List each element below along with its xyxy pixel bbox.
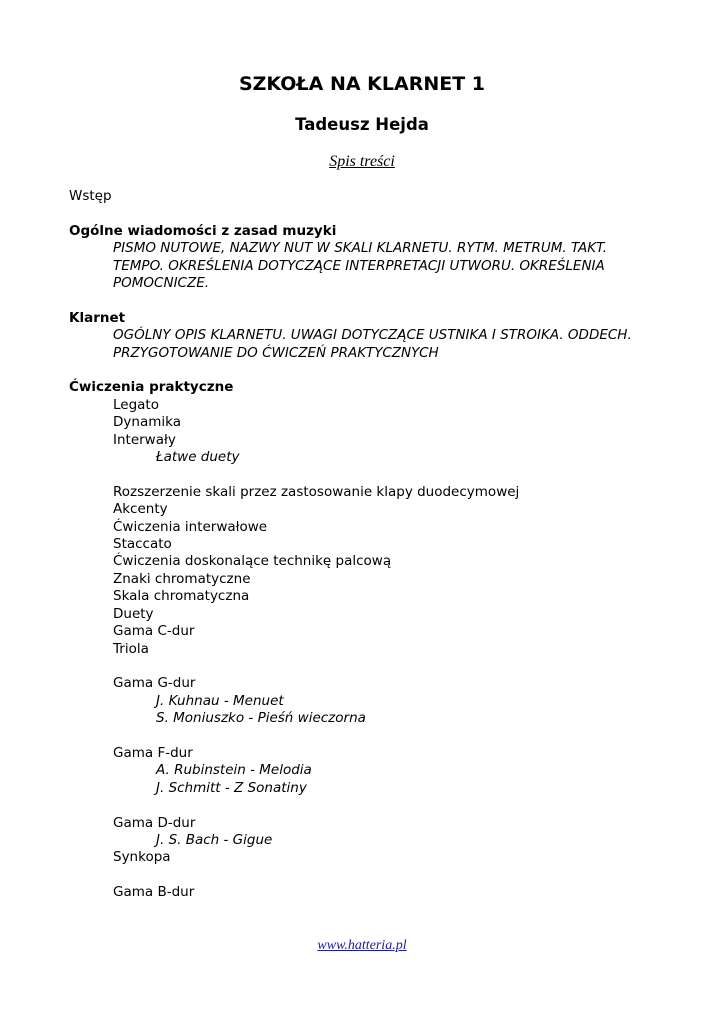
toc-subentry: Łatwe duety [156, 449, 240, 466]
footer-website-link[interactable]: www.hatteria.pl [317, 938, 407, 953]
section-description-line: POMOCNICZE. [113, 275, 210, 292]
toc-entry: Gama G-dur [113, 675, 196, 692]
spacer [69, 867, 669, 884]
spacer [69, 797, 669, 814]
section-description-line: OGÓLNY OPIS KLARNETU. UWAGI DOTYCZĄCE USTNIKA I STROIKA. ODDECH. [113, 327, 632, 344]
document-author: Tadeusz Hejda [295, 115, 429, 134]
toc-entry: Staccato [113, 536, 172, 553]
toc-entry: Interwały [113, 431, 176, 448]
document-title: SZKOŁA NA KLARNET 1 [238, 73, 486, 95]
toc-entry: Znaki chromatyczne [113, 570, 251, 587]
toc-entry: Gama D-dur [113, 814, 196, 831]
toc-entry: Gama F-dur [113, 744, 193, 761]
spacer [69, 466, 669, 483]
toc-entry: Duety [113, 605, 154, 622]
spacer [69, 292, 669, 309]
toc-heading [0, 152, 724, 172]
toc-entry: Synkopa [113, 849, 171, 866]
spacer [69, 362, 669, 379]
toc-subentry: J. Kuhnau - Menuet [156, 692, 284, 709]
toc-entry: Ćwiczenia interwałowe [113, 518, 268, 535]
toc-entry: Legato [113, 396, 159, 413]
section-heading: Ogólne wiadomości z zasad muzyki [69, 222, 337, 239]
toc-entry: Ćwiczenia doskonalące technikę palcową [113, 553, 392, 570]
toc-subentry: J. S. Bach - Gigue [156, 831, 273, 848]
section-heading: Ćwiczenia praktyczne [69, 379, 234, 396]
toc-entry: Gama B-dur [113, 884, 195, 901]
section-heading: Klarnet [69, 309, 126, 326]
toc-subentry: A. Rubinstein - Melodia [156, 762, 312, 779]
page-footer [0, 937, 724, 955]
toc-entry-intro: Wstęp [69, 188, 112, 204]
table-of-contents [69, 188, 669, 902]
toc-heading-text: Spis treści [329, 153, 395, 170]
toc-entry: Triola [113, 640, 149, 657]
toc-entry: Gama C-dur [113, 623, 195, 640]
section-description-line: TEMPO. OKREŚLENIA DOTYCZĄCE INTERPRETACJI UTWORU. OKREŚLENIA [113, 257, 605, 274]
section-description-line: PISMO NUTOWE, NAZWY NUT W SKALI KLARNETU. RYTM. METRUM. TAKT. [113, 240, 608, 257]
spacer [69, 728, 669, 745]
spacer [69, 205, 669, 222]
section-description-line: PRZYGOTOWANIE DO ĆWICZEŃ PRAKTYCZNYCH [113, 344, 439, 361]
toc-entry: Skala chromatyczna [113, 588, 250, 605]
toc-entry: Akcenty [113, 501, 168, 518]
toc-subentry: J. Schmitt - Z Sonatiny [156, 779, 307, 796]
toc-entry: Rozszerzenie skali przez zastosowanie klapy duodecymowej [113, 483, 520, 500]
spacer [69, 658, 669, 675]
toc-subentry: S. Moniuszko - Pieśń wieczorna [156, 710, 366, 727]
toc-entry: Dynamika [113, 414, 181, 431]
